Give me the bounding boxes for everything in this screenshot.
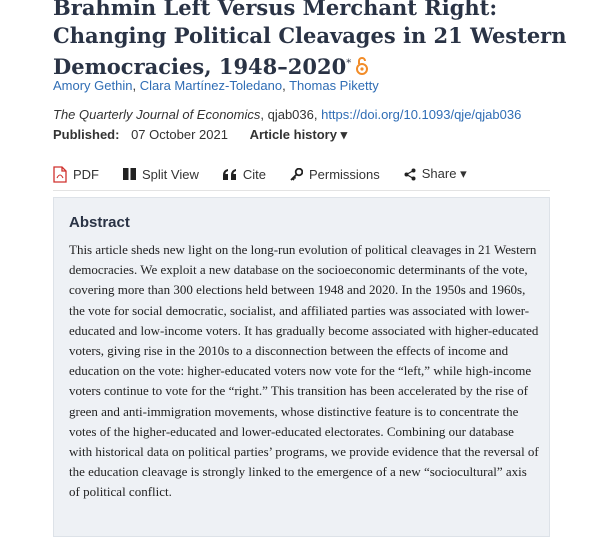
author-separator: , xyxy=(282,78,286,93)
article-title-text: Brahmin Left Versus Merchant Right: Changing Political Cleavages in 21 Western Democracies, 1948–2020 xyxy=(53,0,567,79)
pdf-icon xyxy=(53,166,67,183)
author-link[interactable]: Amory Gethin xyxy=(53,78,133,93)
abstract-section xyxy=(53,197,550,537)
share-label: Share ▾ xyxy=(421,166,467,181)
journal-name: The Quarterly Journal of Economics xyxy=(53,107,261,122)
pdf-label: PDF xyxy=(73,166,99,182)
toolbar-divider xyxy=(53,190,550,191)
permissions-button[interactable] xyxy=(290,167,380,182)
published-date: 07 October 2021 xyxy=(131,127,228,142)
abstract-heading: Abstract xyxy=(69,214,130,231)
journal-citation xyxy=(53,107,521,122)
author-link[interactable]: Thomas Piketty xyxy=(289,78,379,93)
title-footnote-mark[interactable]: * xyxy=(346,58,352,69)
pdf-button[interactable] xyxy=(53,166,99,183)
author-list xyxy=(53,78,379,93)
split-view-label: Split View xyxy=(142,166,199,182)
doi-link[interactable]: https://doi.org/10.1093/qje/qjab036 xyxy=(321,107,522,122)
author-separator: , xyxy=(132,78,137,93)
split-view-button[interactable] xyxy=(123,167,199,182)
cite-label: Cite xyxy=(242,166,266,182)
article-id: , qjab036, xyxy=(260,107,322,122)
abstract-text: This article sheds new light on the long-run evolution of political cleavages in 21 Western democracies. We exploit a new database on the socioeconomic determinants of the vote, covering more than 300 elections held between 1948 and 2020. In the 1950s and 1960s, the vote for social democratic, socialist, and affiliated parties was associated with lower-educated and low-income voters. It has gradually become associated with higher-educated voters, giving rise in the 2010s to a disconnection between the effects of income and education on the vote: higher-educated voters now vote for the “left,” while high-income voters continue to vote for the “right.” This transition has been accelerated by the rise of green and anti-immigration movements, whose distinctive feature is to concentrate the votes of the higher-educated and lower-educated electorates. Combining our database with historical data on political parties’ programs, we provide evidence that the reversal of the education cleavage is strongly linked to the emergence of a new “sociocultural” axis of political conflict. xyxy=(69,242,539,500)
share-dropdown[interactable] xyxy=(404,166,467,182)
article-history-dropdown[interactable]: Article history ▾ xyxy=(249,127,348,142)
published-label: Published: xyxy=(53,127,120,142)
publication-info xyxy=(53,127,347,143)
author-link[interactable]: Clara Martínez-Toledano xyxy=(139,78,283,93)
article-title xyxy=(53,0,593,83)
share-icon xyxy=(404,168,416,181)
cite-icon xyxy=(223,169,237,180)
permissions-label: Permissions xyxy=(308,166,380,182)
split-view-icon xyxy=(123,168,136,180)
permissions-icon xyxy=(290,168,303,181)
cite-button[interactable] xyxy=(223,167,266,182)
article-toolbar xyxy=(53,164,491,184)
